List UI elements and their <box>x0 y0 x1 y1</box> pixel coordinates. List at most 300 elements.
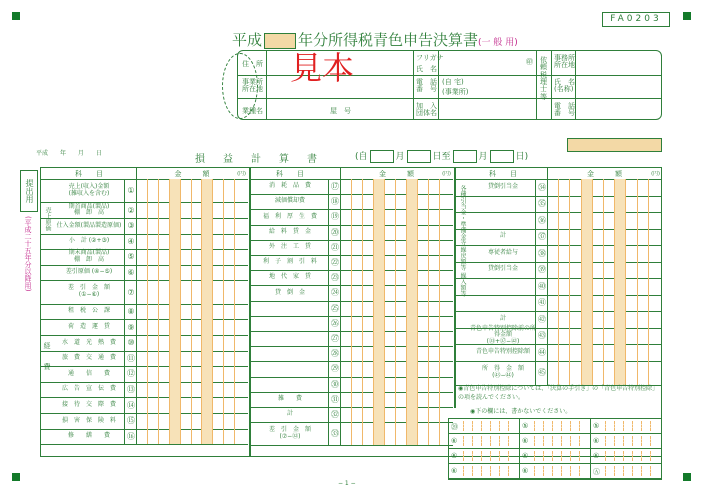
statement-row <box>40 382 248 399</box>
statement-row <box>40 351 248 368</box>
amount-cell[interactable] <box>547 229 659 246</box>
digit-cell <box>147 429 158 445</box>
digit-cell <box>406 346 417 361</box>
amount-cell[interactable] <box>136 351 245 367</box>
digit-cell <box>614 344 625 361</box>
digit-cell <box>223 413 234 429</box>
amount-cell[interactable] <box>547 278 659 295</box>
digit-cell <box>373 225 384 240</box>
digit-cell <box>625 196 636 213</box>
digit-cell <box>212 202 223 218</box>
amount-field[interactable] <box>341 377 450 392</box>
amount-cell[interactable] <box>547 361 659 386</box>
title-text: 年分所得税青色申告決算書 <box>298 31 479 49</box>
amount-field[interactable] <box>137 202 245 218</box>
digit-cell <box>169 366 180 382</box>
digit-cell <box>552 466 561 476</box>
digit-cell <box>569 262 580 279</box>
row-label: 所 得 金 額 (㊸−㊹) <box>481 365 524 379</box>
digit-cell <box>605 421 614 431</box>
row-label: 売上(収入)金額 (雑収入を含む) <box>68 183 110 197</box>
amount-field[interactable] <box>137 249 245 265</box>
amount-cell[interactable] <box>136 335 245 351</box>
row-number: ㉔ <box>328 285 341 300</box>
date-year: 年 <box>59 150 66 157</box>
amount-field[interactable] <box>548 245 659 262</box>
row-label: 広 告 宣 伝 費 <box>61 385 116 393</box>
amount-cell[interactable] <box>340 377 450 392</box>
statement-row <box>40 218 248 235</box>
digit-cell <box>169 280 180 303</box>
digit-cell <box>158 351 169 367</box>
digit-cell <box>234 351 245 367</box>
digit-cell <box>362 346 373 361</box>
digit-cell <box>439 346 450 361</box>
amount-cell[interactable] <box>340 194 450 209</box>
amount-cell[interactable] <box>547 328 659 345</box>
row-number: ㉖ <box>328 316 341 331</box>
digit-cell <box>362 209 373 224</box>
digit-cell <box>212 429 223 445</box>
digit-cell <box>417 225 428 240</box>
digit-cell <box>201 202 212 218</box>
row-label: 修 繕 費 <box>67 432 110 440</box>
digit-cell <box>625 295 636 312</box>
amount-cell[interactable] <box>340 407 450 422</box>
digit-cell <box>614 245 625 262</box>
statement-row <box>40 304 248 321</box>
amount-cell[interactable] <box>547 245 659 262</box>
date-line <box>36 151 102 157</box>
digit-cell <box>180 397 191 413</box>
row-label <box>469 212 537 229</box>
statement-row <box>250 285 453 301</box>
amount-cell[interactable] <box>340 209 450 224</box>
amount-cell[interactable] <box>136 249 245 265</box>
amount-field[interactable] <box>341 179 450 194</box>
digit-cell <box>373 209 384 224</box>
tax-accountant-label: 依頼税理士等 <box>540 56 547 101</box>
digit-cell <box>180 202 191 218</box>
digit-cell <box>603 278 614 295</box>
digit-cell <box>395 209 406 224</box>
digit-cell <box>417 285 428 300</box>
period-m2: 月 <box>478 152 488 162</box>
row-number: ㉕ <box>328 301 341 316</box>
digit-cell <box>428 270 439 285</box>
digit-cell <box>395 392 406 407</box>
amount-cell[interactable] <box>340 361 450 376</box>
amount-cell[interactable] <box>340 392 450 407</box>
amount-field[interactable] <box>137 429 245 445</box>
row-label: 小 計 (②+③) <box>68 237 110 245</box>
amount-field[interactable] <box>137 366 245 382</box>
amount-field[interactable] <box>137 218 245 234</box>
period-open: (自 <box>355 152 368 162</box>
amount-cell[interactable] <box>136 202 245 218</box>
amount-cell[interactable] <box>340 240 450 255</box>
digit-cell <box>137 249 147 265</box>
digit-cell <box>351 240 362 255</box>
digit-cell <box>351 361 362 376</box>
digit-cell <box>158 304 169 320</box>
amount-cell[interactable] <box>547 262 659 279</box>
digit-cell <box>472 466 481 476</box>
office-cell <box>520 449 591 464</box>
office-cell-label: ⑥ <box>593 452 600 460</box>
amount-cell[interactable] <box>340 316 450 331</box>
statement-row <box>250 209 453 225</box>
amount-cell[interactable] <box>136 366 245 382</box>
amount-field[interactable] <box>341 255 450 270</box>
digit-cell <box>614 328 625 345</box>
amount-cell[interactable] <box>136 413 245 429</box>
digit-cell <box>406 316 417 331</box>
office-cell <box>520 419 591 434</box>
digit-cell <box>223 218 234 234</box>
amount-field[interactable] <box>548 262 659 279</box>
digit-cell <box>395 377 406 392</box>
digit-cell <box>472 421 481 431</box>
digit-cell <box>648 262 659 279</box>
digit-cell <box>614 262 625 279</box>
amount-field[interactable] <box>137 413 245 429</box>
title-sub: (一 般 用) <box>478 38 518 48</box>
digit-cell <box>490 451 499 461</box>
digit-cell <box>137 351 147 367</box>
digit-cell <box>625 179 636 196</box>
row-label: 青色申告特別控除前の所得金額 (㉝+㊲−㊷) <box>469 324 536 346</box>
statement-row <box>250 392 453 408</box>
statement-row <box>455 278 662 296</box>
digit-cell <box>147 304 158 320</box>
digit-cell <box>223 280 234 303</box>
statement-row <box>250 179 453 195</box>
amount-cell[interactable] <box>340 301 450 316</box>
digit-cell <box>191 382 202 398</box>
digit-cell <box>641 466 650 476</box>
office-digits <box>534 421 588 431</box>
digit-cell <box>417 361 428 376</box>
digit-cell <box>417 270 428 285</box>
row-label: 地 代 家 賃 <box>268 273 311 281</box>
row-number: ㉞ <box>535 179 548 196</box>
amount-cell[interactable] <box>547 196 659 213</box>
digit-cell <box>439 392 450 407</box>
digit-cell <box>499 421 508 431</box>
amount-field[interactable] <box>548 278 659 295</box>
subject-header: 科 目 <box>489 170 517 178</box>
amount-field[interactable] <box>137 351 245 367</box>
page-number: − 1 − <box>338 480 356 487</box>
digit-cell <box>362 407 373 422</box>
amount-field[interactable] <box>137 265 245 281</box>
statement-row <box>40 366 248 383</box>
amount-field[interactable] <box>137 397 245 413</box>
amount-field[interactable] <box>137 335 245 351</box>
digit-cell <box>223 304 234 320</box>
digit-cell <box>180 218 191 234</box>
digit-cell <box>201 335 212 351</box>
statement-row <box>455 212 662 230</box>
amount-field[interactable] <box>341 285 450 300</box>
digit-cell <box>201 413 212 429</box>
digit-cell <box>439 255 450 270</box>
statement-row <box>40 429 248 446</box>
digit-cell <box>180 413 191 429</box>
digit-cell <box>351 392 362 407</box>
digit-cell <box>548 278 558 295</box>
digit-cell <box>147 382 158 398</box>
amount-field[interactable] <box>341 346 450 361</box>
digit-cell <box>201 351 212 367</box>
amount-field[interactable] <box>137 382 245 398</box>
unit-label: (円) <box>237 171 246 177</box>
digit-cell <box>417 194 428 209</box>
digit-cell <box>223 202 234 218</box>
row-number: ㉓ <box>328 270 341 285</box>
statement-row <box>455 295 662 313</box>
amount-field[interactable] <box>548 295 659 312</box>
amount-field[interactable] <box>548 229 659 246</box>
digit-cell <box>558 344 569 361</box>
digit-cell <box>439 225 450 240</box>
row-label: 通 信 費 <box>67 369 110 377</box>
digit-cell <box>428 240 439 255</box>
digit-cell <box>169 319 180 335</box>
digit-cell <box>614 466 623 476</box>
assoc-label: 加 入 団体名 <box>416 102 437 117</box>
digit-cell <box>481 466 490 476</box>
digit-cell <box>362 285 373 300</box>
digit-cell <box>234 335 245 351</box>
amount-field[interactable] <box>548 311 659 328</box>
digit-cell <box>592 179 603 196</box>
digit-cell <box>490 436 499 446</box>
digit-cell <box>603 361 614 386</box>
amount-cell[interactable] <box>340 346 450 361</box>
digit-cell <box>637 295 648 312</box>
amount-field[interactable] <box>137 304 245 320</box>
amount-cell[interactable] <box>547 179 659 196</box>
digit-cell <box>384 422 395 445</box>
title-heisei: 平成 <box>232 31 263 49</box>
digit-cell <box>637 361 648 386</box>
digit-cell <box>201 366 212 382</box>
digit-cell <box>625 328 636 345</box>
amount-cell[interactable] <box>136 234 245 250</box>
amount-field[interactable] <box>341 240 450 255</box>
amount-cell[interactable] <box>340 179 450 194</box>
amount-cell[interactable] <box>136 397 245 413</box>
row-number: ⑤ <box>124 249 137 265</box>
digit-cell <box>137 366 147 382</box>
amount-field[interactable] <box>137 234 245 250</box>
amount-cell[interactable] <box>340 331 450 346</box>
digit-cell <box>548 295 558 312</box>
amount-field[interactable] <box>341 301 450 316</box>
amount-field[interactable] <box>548 361 659 386</box>
amount-field[interactable] <box>341 194 450 209</box>
digit-cell <box>341 331 351 346</box>
digit-cell <box>223 249 234 265</box>
digit-cell <box>490 466 499 476</box>
amount-field[interactable] <box>341 392 450 407</box>
digit-cell <box>147 397 158 413</box>
digit-cell <box>223 382 234 398</box>
row-number: ⑥ <box>124 265 137 281</box>
period-to-month[interactable] <box>453 150 477 163</box>
amount-field[interactable] <box>341 209 450 224</box>
digit-cell <box>234 366 245 382</box>
row-number: ⑮ <box>124 413 137 429</box>
digit-cell <box>395 194 406 209</box>
amount-cell[interactable] <box>340 255 450 270</box>
digit-cell <box>614 179 625 196</box>
digit-cell <box>558 245 569 262</box>
industry-label: 業種名 <box>242 107 263 115</box>
amount-field[interactable] <box>341 270 450 285</box>
amount-cell[interactable] <box>136 179 245 202</box>
name-label: 氏 名 <box>416 65 437 73</box>
statement-row <box>40 397 248 414</box>
row-number: ⑱ <box>328 194 341 209</box>
digit-cell <box>625 278 636 295</box>
amount-cell[interactable] <box>547 295 659 312</box>
period-from-month[interactable] <box>370 150 394 163</box>
statement-row <box>40 202 248 219</box>
row-label: 計 <box>499 232 506 240</box>
amount-field[interactable] <box>341 316 450 331</box>
seal-mark: ㊞ <box>526 58 533 66</box>
digit-cell <box>569 328 580 345</box>
header-divider <box>340 167 341 179</box>
digit-cell <box>384 377 395 392</box>
office-digits <box>534 436 588 446</box>
row-number: ④ <box>124 234 137 250</box>
digit-cell <box>212 335 223 351</box>
amount-field[interactable] <box>341 422 450 445</box>
amount-field[interactable] <box>548 212 659 229</box>
digit-cell <box>558 179 569 196</box>
amount-cell[interactable] <box>136 280 245 303</box>
digit-cell <box>234 234 245 250</box>
reference-box[interactable] <box>567 138 662 152</box>
amount-field[interactable] <box>548 179 659 196</box>
row-number: ㉜ <box>328 407 341 422</box>
digit-cell <box>481 421 490 431</box>
period-to-day[interactable] <box>490 150 514 163</box>
row-number: ③ <box>124 218 137 234</box>
digit-cell <box>234 179 245 202</box>
digit-cell <box>180 304 191 320</box>
amount-cell[interactable] <box>340 285 450 300</box>
digit-cell <box>637 262 648 279</box>
amount-field[interactable] <box>341 407 450 422</box>
digit-cell <box>625 245 636 262</box>
digit-cell <box>614 295 625 312</box>
row-label <box>469 196 537 213</box>
digit-cell <box>428 209 439 224</box>
digit-cell <box>605 436 614 446</box>
amount-cell[interactable] <box>136 304 245 320</box>
office-cell-label: ⑥ <box>522 452 529 460</box>
amount-cell[interactable] <box>136 382 245 398</box>
amount-field[interactable] <box>137 280 245 303</box>
statement-row <box>250 301 453 317</box>
amount-cell[interactable] <box>136 319 245 335</box>
digit-cell <box>625 361 636 386</box>
name-field[interactable] <box>438 52 534 74</box>
digit-cell <box>341 209 351 224</box>
digit-cell <box>180 179 191 202</box>
amount-cell[interactable] <box>547 344 659 361</box>
digit-cell <box>579 466 588 476</box>
statement-row <box>455 245 662 263</box>
row-number: ⑯ <box>124 429 137 445</box>
amount-cell[interactable] <box>136 218 245 234</box>
amount-field[interactable] <box>137 179 245 202</box>
digit-cell <box>534 451 543 461</box>
digit-cell <box>362 194 373 209</box>
digit-cell <box>439 179 450 194</box>
cost-of-sales-group: 売上原価 <box>44 207 51 231</box>
digit-cell <box>623 466 632 476</box>
amount-cell[interactable] <box>136 265 245 281</box>
statement-row <box>40 413 248 430</box>
digit-cell <box>463 466 472 476</box>
amount-cell[interactable] <box>547 212 659 229</box>
amount-field[interactable] <box>548 328 659 345</box>
digit-cell <box>169 335 180 351</box>
digit-cell <box>439 377 450 392</box>
digit-cell <box>384 407 395 422</box>
digit-cell <box>201 179 212 202</box>
digit-cell <box>223 319 234 335</box>
amount-cell[interactable] <box>547 311 659 328</box>
amount-cell[interactable] <box>340 270 450 285</box>
digit-cell <box>406 331 417 346</box>
digit-cell <box>406 285 417 300</box>
date-heisei: 平成 <box>36 150 49 157</box>
amount-field[interactable] <box>548 196 659 213</box>
digit-cell <box>592 361 603 386</box>
digit-cell <box>439 285 450 300</box>
amount-cell[interactable] <box>340 225 450 240</box>
amount-cell[interactable] <box>340 422 450 445</box>
digit-cell <box>579 451 588 461</box>
amount-cell[interactable] <box>136 429 245 445</box>
amount-field[interactable] <box>341 225 450 240</box>
amount-field[interactable] <box>341 331 450 346</box>
amount-field[interactable] <box>137 319 245 335</box>
amount-field[interactable] <box>341 361 450 376</box>
digit-cell <box>406 270 417 285</box>
year-box[interactable] <box>264 33 296 49</box>
row-label <box>254 316 326 331</box>
amount-field[interactable] <box>548 344 659 361</box>
row-label: 専従者給与 <box>487 248 518 256</box>
period-from-day[interactable] <box>407 150 431 163</box>
digit-cell <box>147 366 158 382</box>
digit-cell <box>158 179 169 202</box>
digit-cell <box>169 397 180 413</box>
digit-cell <box>637 179 648 196</box>
digit-cell <box>341 225 351 240</box>
digit-cell <box>632 421 641 431</box>
digit-cell <box>373 194 384 209</box>
digit-cell <box>158 202 169 218</box>
